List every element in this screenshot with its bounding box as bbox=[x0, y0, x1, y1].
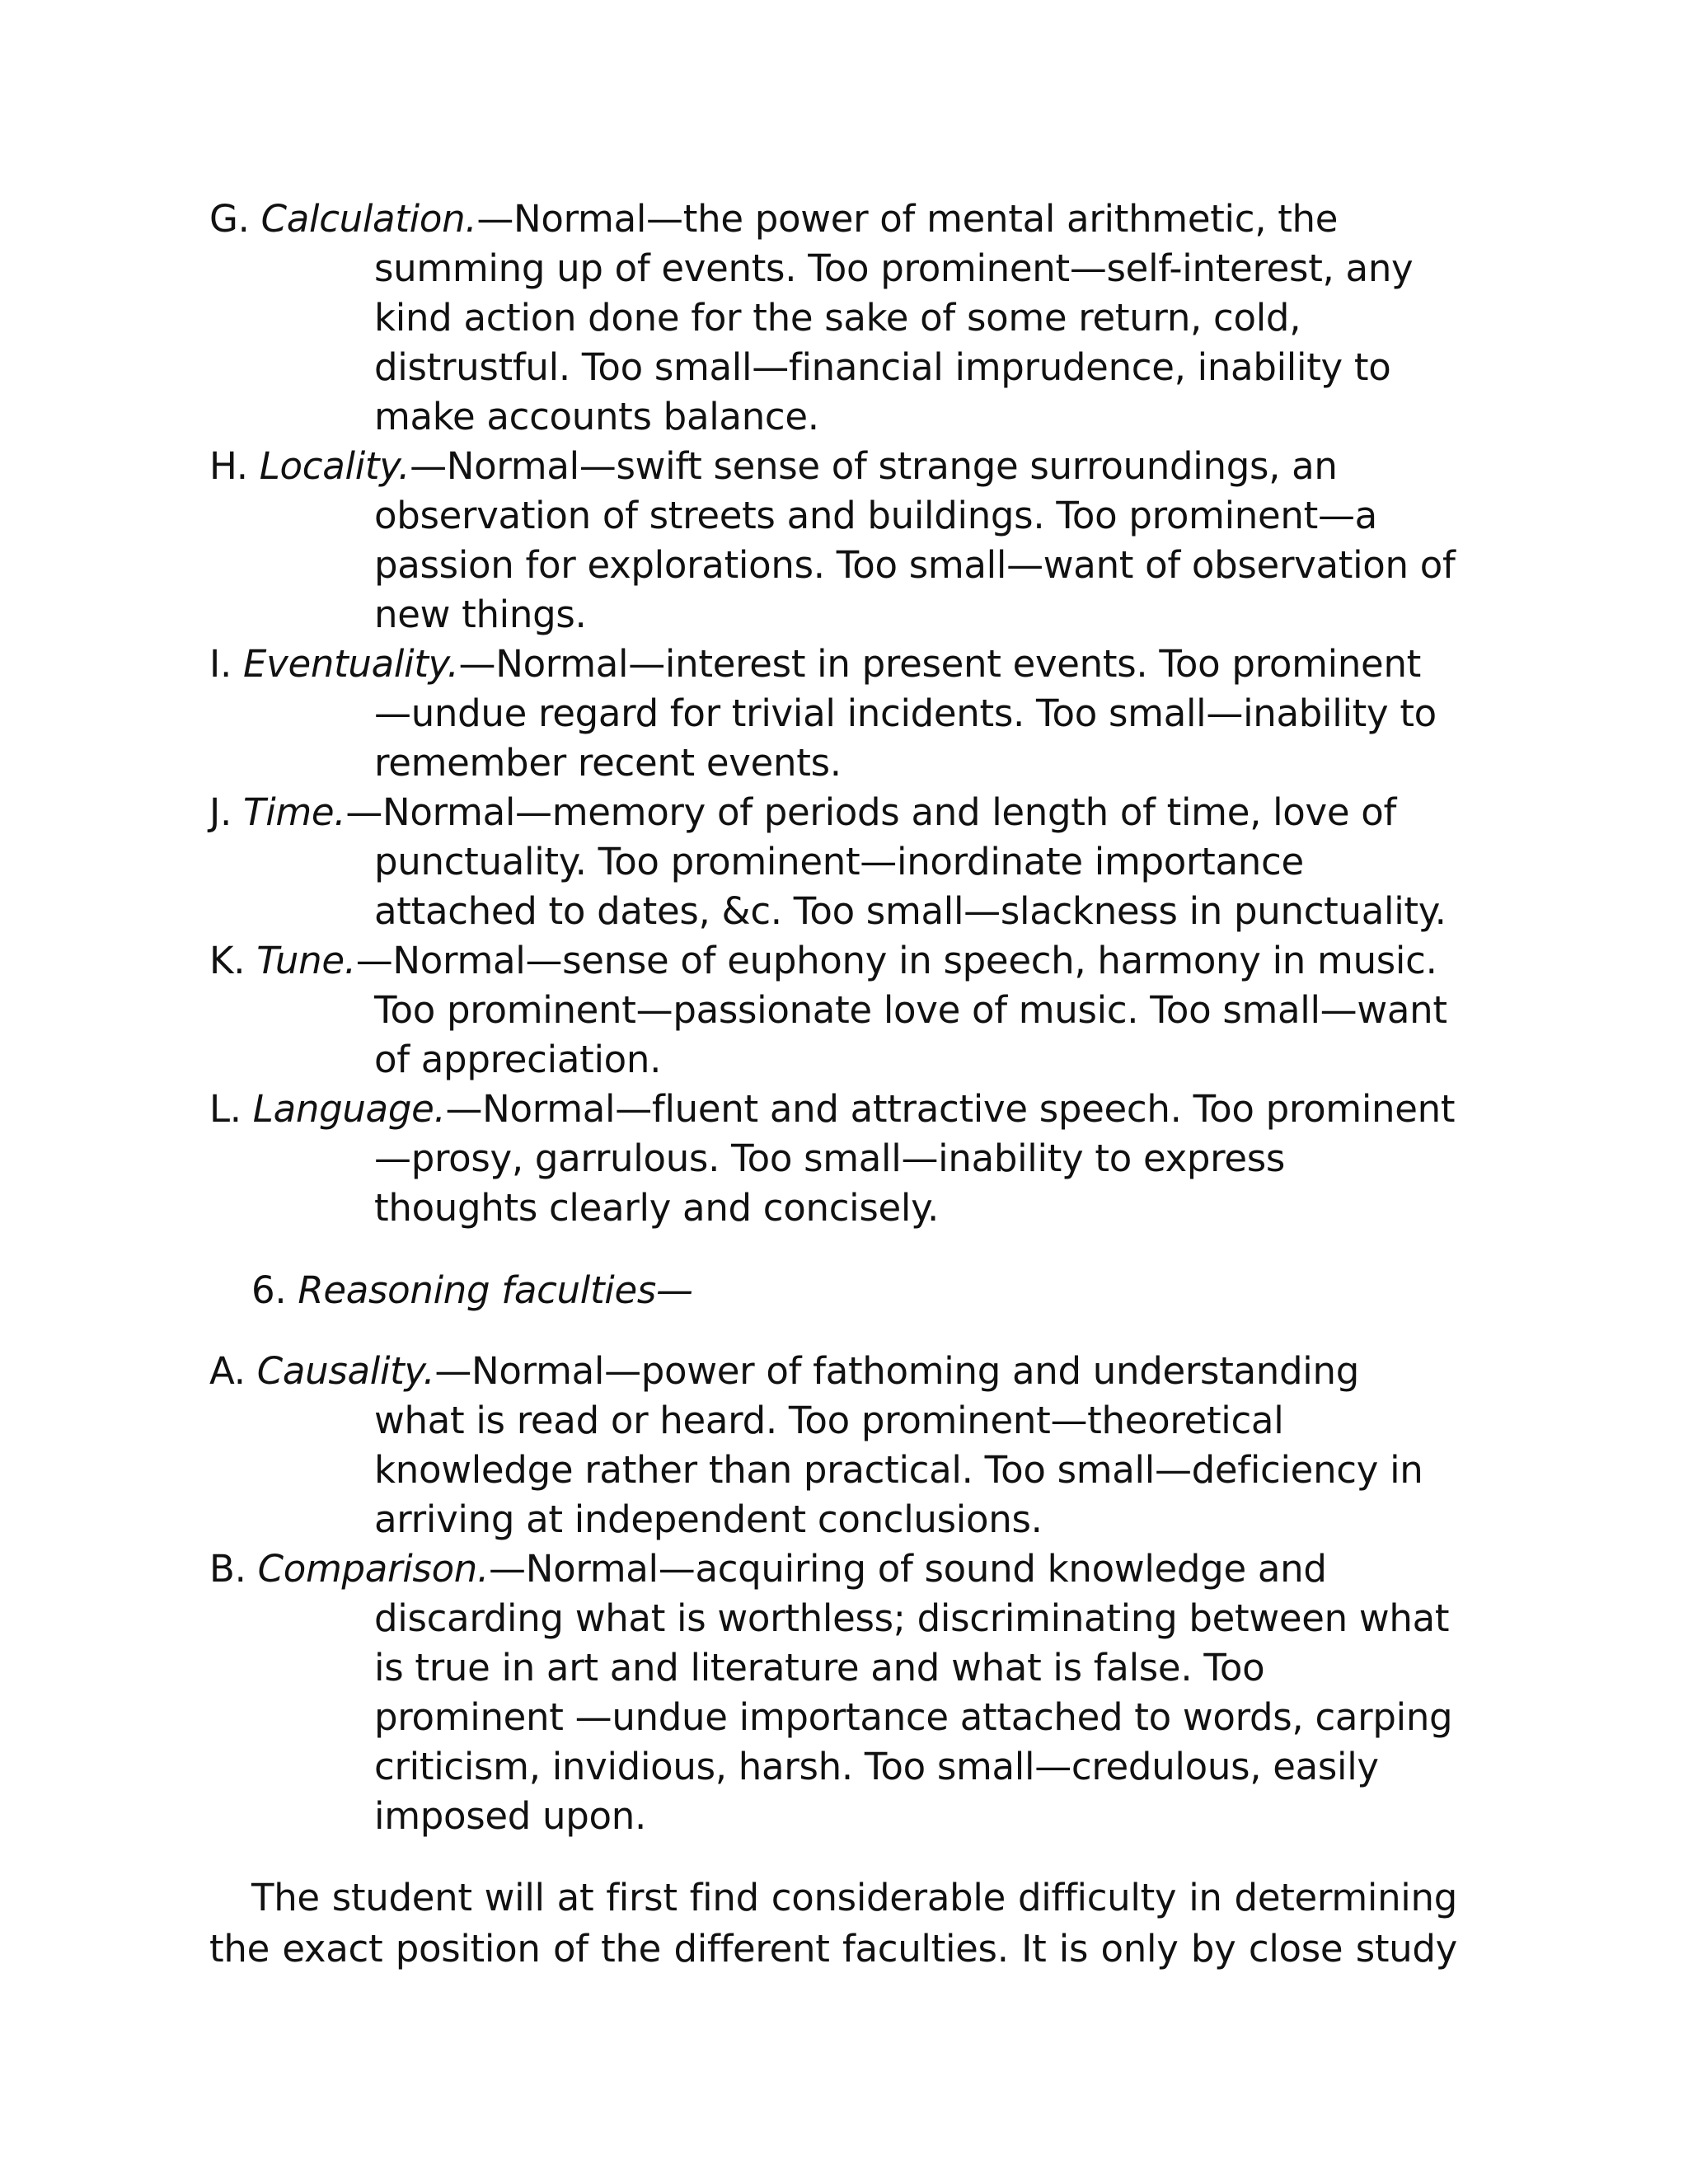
entry-term: Causality. bbox=[256, 1349, 435, 1393]
entry-locality bbox=[209, 442, 1457, 640]
entry-term: Language. bbox=[252, 1087, 446, 1131]
entry-tune bbox=[209, 936, 1457, 1085]
entry-letter: H. bbox=[209, 444, 248, 488]
entry-text: —Normal—acquiring of sound knowledge and discarding what is worthless; discriminating between what is true in art and literature and what is false. Too prominent —undue importance attached to words, carping criticism, invidious, harsh. Too small—credulous, easily imposed upon. bbox=[374, 1547, 1453, 1838]
closing-paragraph: The student will at first find considerable difficulty in determining the exact position of the different faculties. It is only by close study bbox=[209, 1876, 1457, 1971]
entry-letter: K. bbox=[209, 939, 246, 982]
entry-letter: B. bbox=[209, 1547, 246, 1591]
entry-calculation bbox=[209, 194, 1457, 442]
entry-term: Locality. bbox=[259, 444, 410, 488]
entry-text: —Normal—interest in present events. Too prominent—undue regard for trivial incidents. Too small—inability to remember recent events. bbox=[374, 642, 1437, 785]
entry-text: —Normal—the power of mental arithmetic, the summing up of events. Too prominent—self-interest, any kind action done for the sake of some return, cold, distrustful. Too small—financial imprudence, inability to make accounts balance. bbox=[374, 197, 1414, 438]
section-heading-text: Reasoning faculties— bbox=[298, 1268, 693, 1312]
entry-term: Tune. bbox=[256, 939, 356, 982]
entry-letter: A. bbox=[209, 1349, 246, 1393]
entry-term: Calculation. bbox=[260, 197, 477, 241]
section-heading bbox=[209, 1266, 1457, 1315]
entry-text: —Normal—fluent and attractive speech. Too prominent —prosy, garrulous. Too small—inability to express thoughts clearly and concisely. bbox=[374, 1087, 1456, 1230]
entry-term: Comparison. bbox=[257, 1547, 490, 1591]
entry-term: Eventuality. bbox=[243, 642, 459, 686]
entry-letter: G. bbox=[209, 197, 250, 241]
section-number: 6. bbox=[251, 1268, 287, 1312]
book-page bbox=[209, 194, 1457, 1975]
entry-text: —Normal—sense of euphony in speech, harmony in music. Too prominent—passionate love of music. Too small—want of appreciation. bbox=[355, 939, 1447, 1081]
entry-letter: I. bbox=[209, 642, 232, 686]
entry-letter: J. bbox=[209, 790, 232, 834]
entry-language bbox=[209, 1085, 1457, 1233]
entry-text: —Normal—power of fathoming and understanding what is read or heard. Too prominent—theoretical knowledge rather than practical. Too small—deficiency in arriving at independent conclusions. bbox=[374, 1349, 1423, 1541]
entry-time bbox=[209, 788, 1457, 936]
entry-eventuality bbox=[209, 640, 1457, 788]
entry-text: —Normal—swift sense of strange surroundings, an observation of streets and buildings. Too prominent—a passion for explorations. Too small—want of observation of new things. bbox=[374, 444, 1456, 636]
entry-comparison bbox=[209, 1544, 1457, 1841]
entry-causality bbox=[209, 1347, 1457, 1544]
entry-letter: L. bbox=[209, 1087, 241, 1131]
entry-text: —Normal—memory of periods and length of time, love of punctuality. Too prominent—inordinate importance attached to dates, &c. Too small—slackness in punctuality. bbox=[345, 790, 1447, 933]
entry-term: Time. bbox=[243, 790, 346, 834]
